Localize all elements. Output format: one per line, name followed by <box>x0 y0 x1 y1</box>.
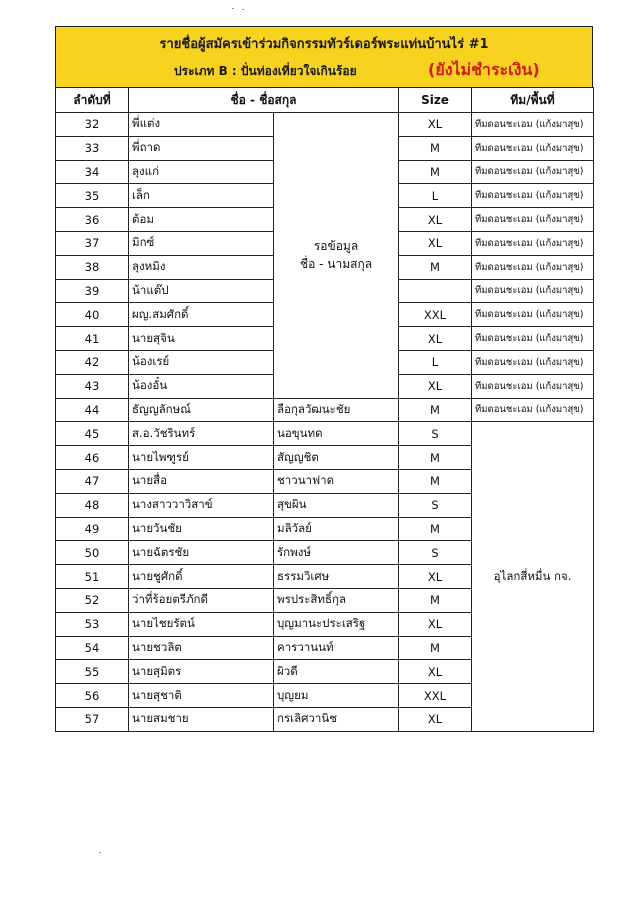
shirt-size: M <box>399 469 472 493</box>
row-number: 52 <box>56 588 129 612</box>
team-area: ทีมดอนชะเอม (แก้งมาสุข) <box>472 279 594 303</box>
row-number: 35 <box>56 184 129 208</box>
shirt-size: XL <box>399 327 472 351</box>
first-name: นายไชยรัตน์ <box>129 612 274 636</box>
team-area: ทีมดอนชะเอม (แก้งมาสุข) <box>472 398 594 422</box>
shirt-size: XL <box>399 208 472 232</box>
team-area: ทีมดอนชะเอม (แก้งมาสุข) <box>472 303 594 327</box>
table-row <box>56 398 594 422</box>
first-name: ลุงแก่ <box>129 160 274 184</box>
row-number: 45 <box>56 422 129 446</box>
row-number: 34 <box>56 160 129 184</box>
shirt-size: XL <box>399 707 472 731</box>
row-number: 40 <box>56 303 129 327</box>
last-name: กรเลิศวานิช <box>274 707 399 731</box>
first-name: นายสมชาย <box>129 707 274 731</box>
row-number: 54 <box>56 636 129 660</box>
last-name: บุญยม <box>274 684 399 708</box>
shirt-size: S <box>399 541 472 565</box>
row-number: 50 <box>56 541 129 565</box>
team-area: ทีมดอนชะเอม (แก้งมาสุข) <box>472 374 594 398</box>
first-name: นายชูศักดิ์ <box>129 565 274 589</box>
shirt-size: L <box>399 184 472 208</box>
category-subtitle: ประเภท B : ปั่นท่องเที่ยวใจเกินร้อย <box>174 64 357 78</box>
row-number: 53 <box>56 612 129 636</box>
first-name: พี่ถาด <box>129 136 274 160</box>
first-name: ลุงหมิง <box>129 255 274 279</box>
first-name: น้องเรย์ <box>129 350 274 374</box>
team-area: ทีมดอนชะเอม (แก้งมาสุข) <box>472 184 594 208</box>
first-name: มิกซ์ <box>129 231 274 255</box>
first-name: นายชวลิต <box>129 636 274 660</box>
pending-surname-note <box>274 113 399 399</box>
shirt-size: M <box>399 517 472 541</box>
last-name: พรประสิทธิ์กุล <box>274 588 399 612</box>
last-name: ธรรมวิเศษ <box>274 565 399 589</box>
last-name: รักพงษ์ <box>274 541 399 565</box>
header-banner <box>55 26 593 87</box>
row-number: 57 <box>56 707 129 731</box>
shirt-size: XXL <box>399 303 472 327</box>
first-name: นายสื่อ <box>129 469 274 493</box>
team-area: ทีมดอนชะเอม (แก้งมาสุข) <box>472 136 594 160</box>
shirt-size: S <box>399 493 472 517</box>
table-row <box>56 113 594 137</box>
column-header-size: Size <box>399 88 472 113</box>
pending-note-line2: ชื่อ - นามสกุล <box>299 257 373 272</box>
shirt-size: M <box>399 636 472 660</box>
first-name: นายสุมิตร <box>129 660 274 684</box>
shirt-size <box>399 279 472 303</box>
first-name: น้าแต๊ป <box>129 279 274 303</box>
row-number: 49 <box>56 517 129 541</box>
row-number: 51 <box>56 565 129 589</box>
first-name: นางสาววาวิสาข์ <box>129 493 274 517</box>
row-number: 43 <box>56 374 129 398</box>
sheet-title: รายชื่อผู้สมัครเข้าร่วมกิจกรรมทัวร์เดอร์พระแท่นบ้านไร่ #1 <box>159 37 489 52</box>
shirt-size: M <box>399 136 472 160</box>
last-name: สัญญชิต <box>274 446 399 470</box>
shirt-size: M <box>399 446 472 470</box>
row-number: 32 <box>56 113 129 137</box>
last-name: ผิวดี <box>274 660 399 684</box>
row-number: 55 <box>56 660 129 684</box>
first-name: พี่แต่ง <box>129 113 274 137</box>
team-area: ทีมดอนชะเอม (แก้งมาสุข) <box>472 231 594 255</box>
row-number: 48 <box>56 493 129 517</box>
team-area: ทีมดอนชะเอม (แก้งมาสุข) <box>472 113 594 137</box>
first-name: นายวันชัย <box>129 517 274 541</box>
last-name: ชาวนาฟาด <box>274 469 399 493</box>
row-number: 47 <box>56 469 129 493</box>
first-name: เล็ก <box>129 184 274 208</box>
shirt-size: M <box>399 160 472 184</box>
row-number: 42 <box>56 350 129 374</box>
team-area: ทีมดอนชะเอม (แก้งมาสุข) <box>472 160 594 184</box>
pending-note-line1: รอข้อมูล <box>313 239 359 254</box>
shirt-size: M <box>399 255 472 279</box>
last-name: มลิวัลย์ <box>274 517 399 541</box>
shirt-size: L <box>399 350 472 374</box>
row-number: 56 <box>56 684 129 708</box>
shirt-size: XL <box>399 113 472 137</box>
first-name: ต้อม <box>129 208 274 232</box>
participants-table <box>55 87 594 732</box>
first-name: น้องอั๋น <box>129 374 274 398</box>
shirt-size: M <box>399 398 472 422</box>
unpaid-status-label: (ยังไม่ชำระเงิน) <box>428 60 540 79</box>
last-name: บุญมานะประเสริฐ <box>274 612 399 636</box>
team-area-merged: อุไลกสี่หมื่น กจ. <box>472 422 594 731</box>
shirt-size: XL <box>399 660 472 684</box>
column-header-name: ชื่อ - ชื่อสกุล <box>129 88 399 113</box>
shirt-size: XL <box>399 231 472 255</box>
last-name: นอขุนทด <box>274 422 399 446</box>
first-name: ผญ.สมศักดิ์ <box>129 303 274 327</box>
last-name: สุขผิน <box>274 493 399 517</box>
shirt-size: XL <box>399 565 472 589</box>
registration-sheet <box>55 26 593 732</box>
row-number: 38 <box>56 255 129 279</box>
row-number: 46 <box>56 446 129 470</box>
team-area: ทีมดอนชะเอม (แก้งมาสุข) <box>472 350 594 374</box>
first-name: นายฉัตรชัย <box>129 541 274 565</box>
team-area: ทีมดอนชะเอม (แก้งมาสุข) <box>472 327 594 351</box>
shirt-size: XL <box>399 612 472 636</box>
table-row <box>56 422 594 446</box>
row-number: 41 <box>56 327 129 351</box>
column-header-no: ลำดับที่ <box>56 88 129 113</box>
row-number: 33 <box>56 136 129 160</box>
shirt-size: XL <box>399 374 472 398</box>
table-header-row <box>56 88 594 113</box>
shirt-size: M <box>399 588 472 612</box>
team-area: ทีมดอนชะเอม (แก้งมาสุข) <box>472 255 594 279</box>
first-name: ธัญญลักษณ์ <box>129 398 274 422</box>
team-area: ทีมดอนชะเอม (แก้งมาสุข) <box>472 208 594 232</box>
first-name: นายสุจิน <box>129 327 274 351</box>
row-number: 36 <box>56 208 129 232</box>
row-number: 37 <box>56 231 129 255</box>
row-number: 44 <box>56 398 129 422</box>
last-name: คารวานนท์ <box>274 636 399 660</box>
column-header-team: ทีม/พื้นที่ <box>472 88 594 113</box>
first-name: นายไพฑูรย์ <box>129 446 274 470</box>
shirt-size: XXL <box>399 684 472 708</box>
last-name: ลือกุลวัฒนะชัย <box>274 398 399 422</box>
shirt-size: S <box>399 422 472 446</box>
first-name: นายสุชาติ <box>129 684 274 708</box>
first-name: ว่าที่ร้อยตรีภักดี <box>129 588 274 612</box>
first-name: ส.อ.วัชรินทร์ <box>129 422 274 446</box>
row-number: 39 <box>56 279 129 303</box>
